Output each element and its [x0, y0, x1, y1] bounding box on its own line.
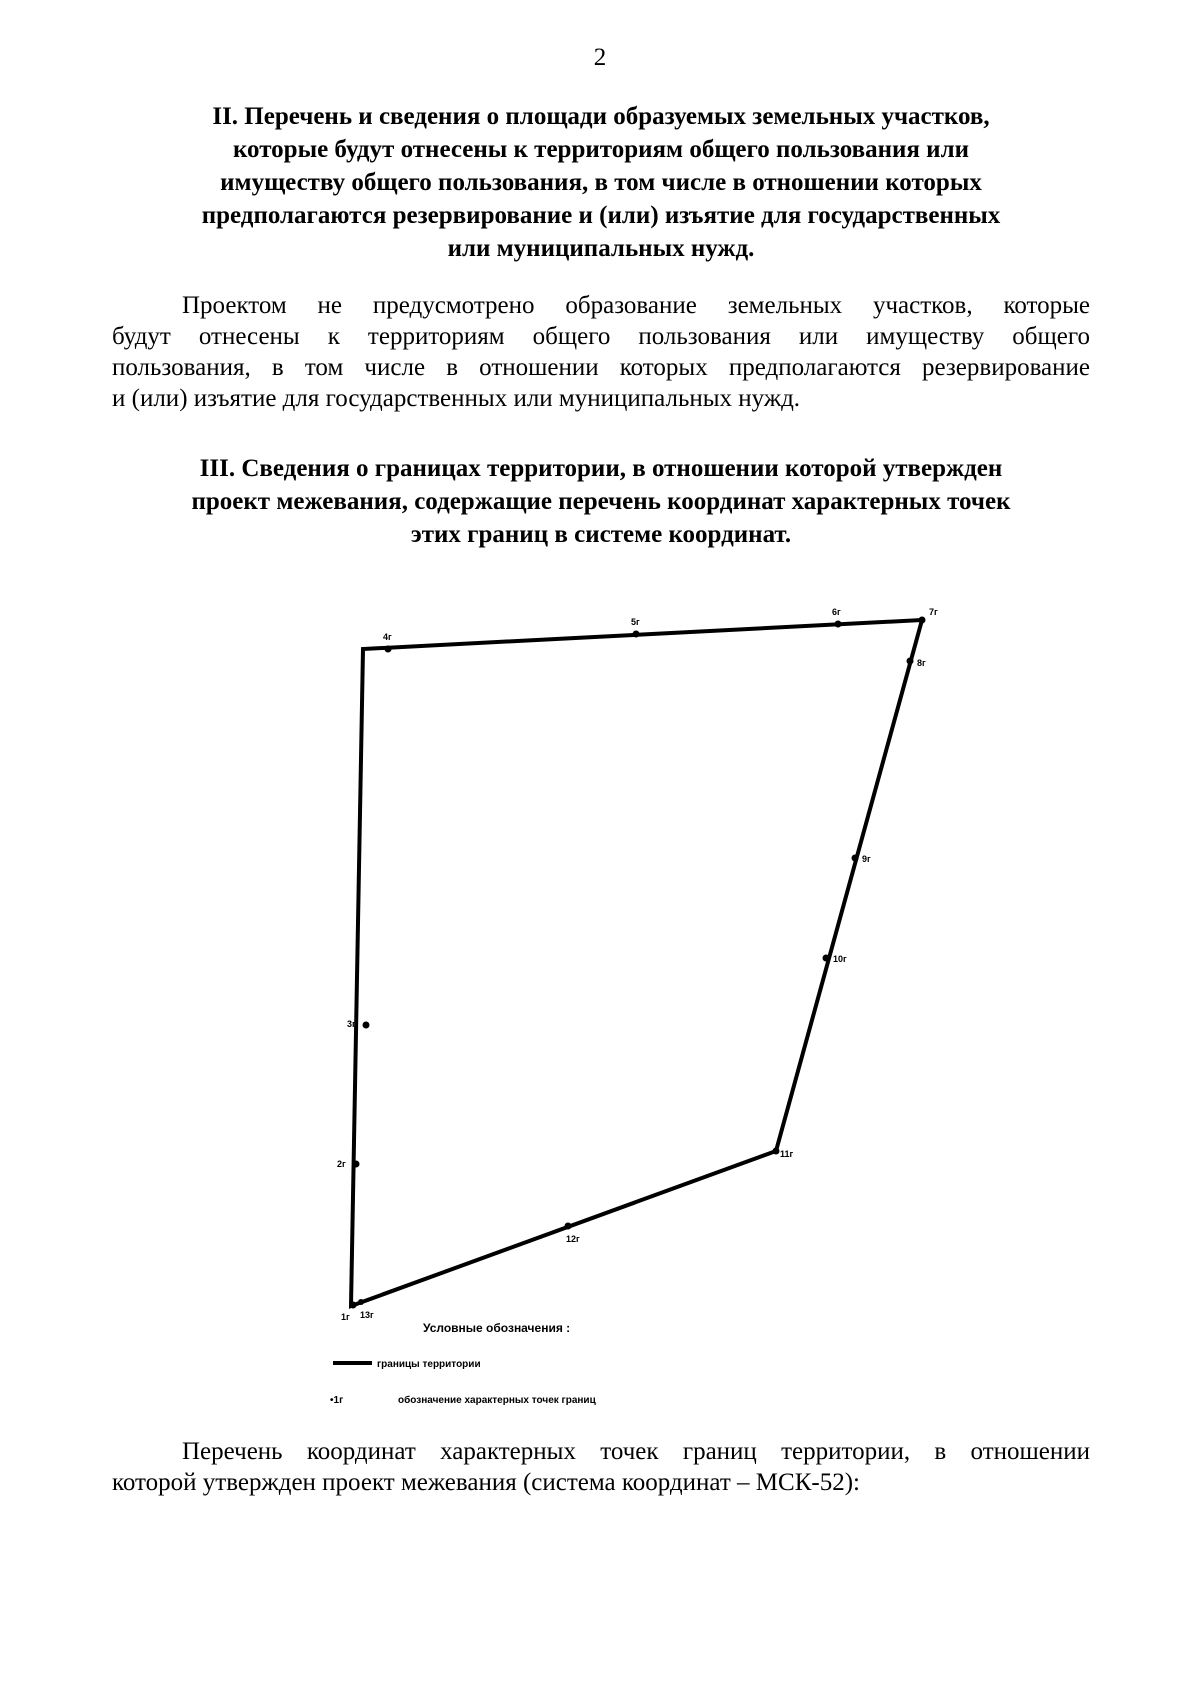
- point-label: 7г: [929, 607, 938, 617]
- point-label: 3г: [347, 1019, 356, 1029]
- heading-line: имуществу общего пользования, в том числе в отношении которых: [220, 169, 982, 196]
- page-number: 2: [593, 44, 607, 71]
- point-label: 13г: [360, 1310, 374, 1320]
- point-label: 2г: [337, 1159, 346, 1169]
- diagram-legend: [330, 1321, 597, 1406]
- heading-line: II. Перечень и сведения о площади образуемых земельных участков,: [212, 103, 990, 130]
- legend-point-label: обозначение характерных точек границ: [398, 1395, 596, 1406]
- heading-line: или муниципальных нужд.: [447, 235, 755, 262]
- heading-line: III. Сведения о границах территории, в отношении которой утвержден: [199, 455, 1003, 482]
- legend-title: Условные обозначения :: [423, 1321, 571, 1335]
- point-label: 12г: [566, 1234, 580, 1244]
- point-label: 4г: [383, 632, 392, 642]
- heading-line: проект межевания, содержащие перечень координат характерных точек: [191, 488, 1011, 515]
- heading-line: этих границ в системе координат.: [410, 521, 792, 548]
- point-label: 5г: [631, 617, 640, 627]
- boundary-point: [341, 1302, 357, 1323]
- point-label: 9г: [862, 854, 871, 864]
- point-label: 11г: [780, 1149, 794, 1159]
- paragraph-line: и (или) изъятие для государственных или муниципальных нужд.: [112, 385, 801, 412]
- point-label: 1г: [341, 1312, 350, 1322]
- paragraph-line: будут отнесены к территориям общего пользования или имуществу общего: [112, 323, 1090, 350]
- boundary-point: [773, 1148, 794, 1160]
- boundary-point: [919, 607, 939, 624]
- legend-boundary-label: границы территории: [377, 1359, 481, 1370]
- legend-point-sample: •1г: [330, 1395, 344, 1406]
- point-label: 8г: [917, 658, 926, 668]
- closing-paragraph: [112, 1436, 1090, 1498]
- boundary-point: [337, 1159, 360, 1169]
- point-label: 10г: [833, 954, 847, 964]
- heading-line: которые будут отнесены к территориям общего пользования или: [232, 136, 970, 163]
- paragraph-line: пользования, в том числе в отношении которых предполагаются резервирование: [112, 354, 1090, 381]
- paragraph-line: Проектом не предусмотрено образование земельных участков, которые: [182, 292, 1090, 319]
- point-label: 6г: [832, 607, 841, 617]
- paragraph-line: Перечень координат характерных точек границ территории, в отношении: [182, 1438, 1090, 1465]
- boundary-point: [347, 1019, 370, 1029]
- heading-line: предполагаются резервирование и (или) изъятие для государственных: [201, 202, 1001, 229]
- paragraph-line: которой утвержден проект межевания (система координат – МСК-52):: [112, 1469, 860, 1496]
